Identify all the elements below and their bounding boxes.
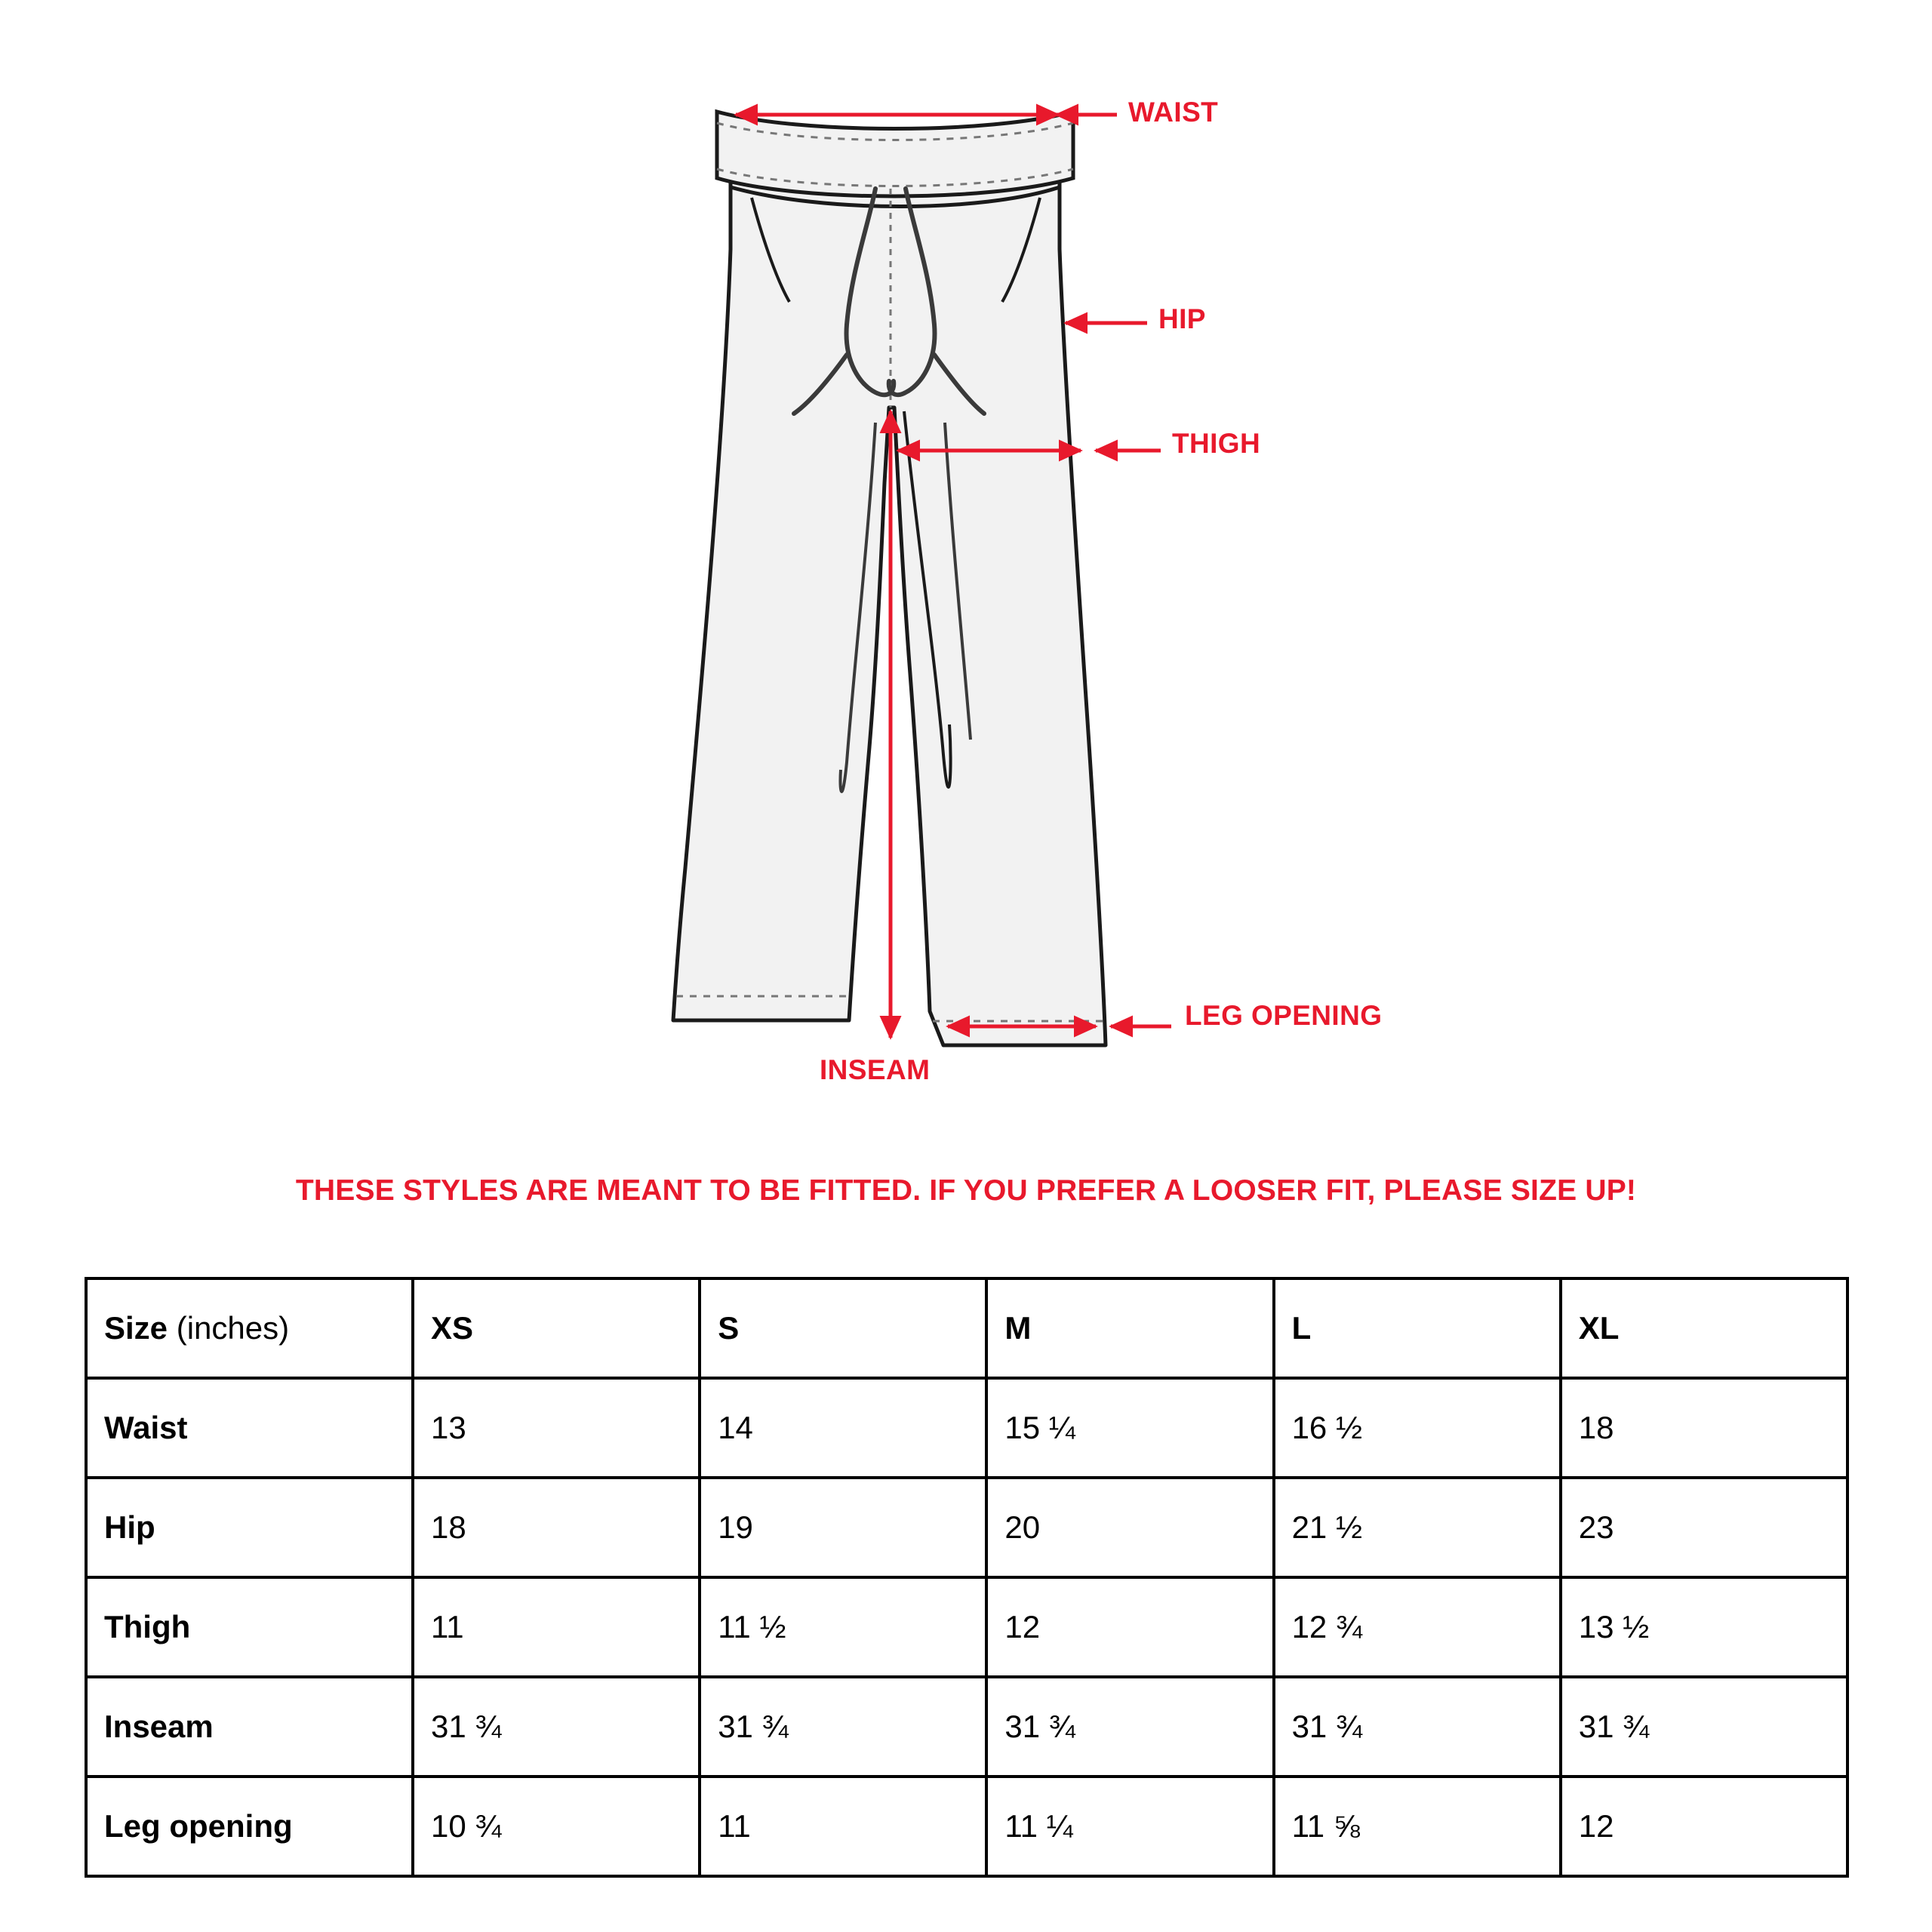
- callout-label-waist: WAIST: [1128, 97, 1219, 128]
- cell-leg-opening-s: 11: [700, 1777, 986, 1876]
- cell-hip-m: 20: [986, 1478, 1273, 1577]
- table-header-row: [86, 1278, 1847, 1378]
- cell-hip-xs: 18: [413, 1478, 700, 1577]
- callout-label-thigh: THIGH: [1172, 428, 1261, 459]
- column-header-s: S: [700, 1278, 986, 1378]
- table-corner-unit: (inches): [168, 1310, 290, 1346]
- column-header-xl: XL: [1561, 1278, 1847, 1378]
- column-header-l: L: [1274, 1278, 1561, 1378]
- table-row: [86, 1378, 1847, 1478]
- row-label-inseam: Inseam: [86, 1677, 413, 1777]
- cell-hip-xl: 23: [1561, 1478, 1847, 1577]
- cell-hip-l: 21 ½: [1274, 1478, 1561, 1577]
- table-row: [86, 1478, 1847, 1577]
- cell-thigh-l: 12 ¾: [1274, 1577, 1561, 1677]
- fit-notice: THESE STYLES ARE MEANT TO BE FITTED. IF YOU PREFER A LOOSER FIT, PLEASE SIZE UP!: [295, 1174, 1637, 1207]
- cell-hip-s: 19: [700, 1478, 986, 1577]
- table-row: [86, 1677, 1847, 1777]
- row-label-waist: Waist: [86, 1378, 413, 1478]
- cell-thigh-s: 11 ½: [700, 1577, 986, 1677]
- row-label-leg-opening: Leg opening: [86, 1777, 413, 1876]
- cell-inseam-m: 31 ¾: [986, 1677, 1273, 1777]
- cell-thigh-xl: 13 ½: [1561, 1577, 1847, 1677]
- size-chart-table-wrapper: [85, 1277, 1849, 1878]
- column-header-xs: XS: [413, 1278, 700, 1378]
- cell-inseam-xs: 31 ¾: [413, 1677, 700, 1777]
- column-header-m: M: [986, 1278, 1273, 1378]
- cell-leg-opening-l: 11 ⅝: [1274, 1777, 1561, 1876]
- table-corner-label: Size: [104, 1310, 168, 1346]
- cell-leg-opening-m: 11 ¼: [986, 1777, 1273, 1876]
- cell-waist-xs: 13: [413, 1378, 700, 1478]
- cell-leg-opening-xs: 10 ¾: [413, 1777, 700, 1876]
- cell-inseam-xl: 31 ¾: [1561, 1677, 1847, 1777]
- cell-thigh-xs: 11: [413, 1577, 700, 1677]
- cell-inseam-s: 31 ¾: [700, 1677, 986, 1777]
- cell-waist-s: 14: [700, 1378, 986, 1478]
- size-chart-table: [85, 1277, 1849, 1878]
- callout-label-inseam: INSEAM: [820, 1054, 931, 1085]
- row-label-hip: Hip: [86, 1478, 413, 1577]
- cell-inseam-l: 31 ¾: [1274, 1677, 1561, 1777]
- callout-label-hip: HIP: [1158, 303, 1206, 334]
- callout-label-leg-opening: LEG OPENING: [1185, 1000, 1383, 1031]
- table-row: [86, 1777, 1847, 1876]
- table-corner-cell: [86, 1278, 413, 1378]
- cell-waist-xl: 18: [1561, 1378, 1847, 1478]
- cell-waist-m: 15 ¼: [986, 1378, 1273, 1478]
- cell-thigh-m: 12: [986, 1577, 1273, 1677]
- table-row: [86, 1577, 1847, 1677]
- cell-waist-l: 16 ½: [1274, 1378, 1561, 1478]
- row-label-thigh: Thigh: [86, 1577, 413, 1677]
- cell-leg-opening-xl: 12: [1561, 1777, 1847, 1876]
